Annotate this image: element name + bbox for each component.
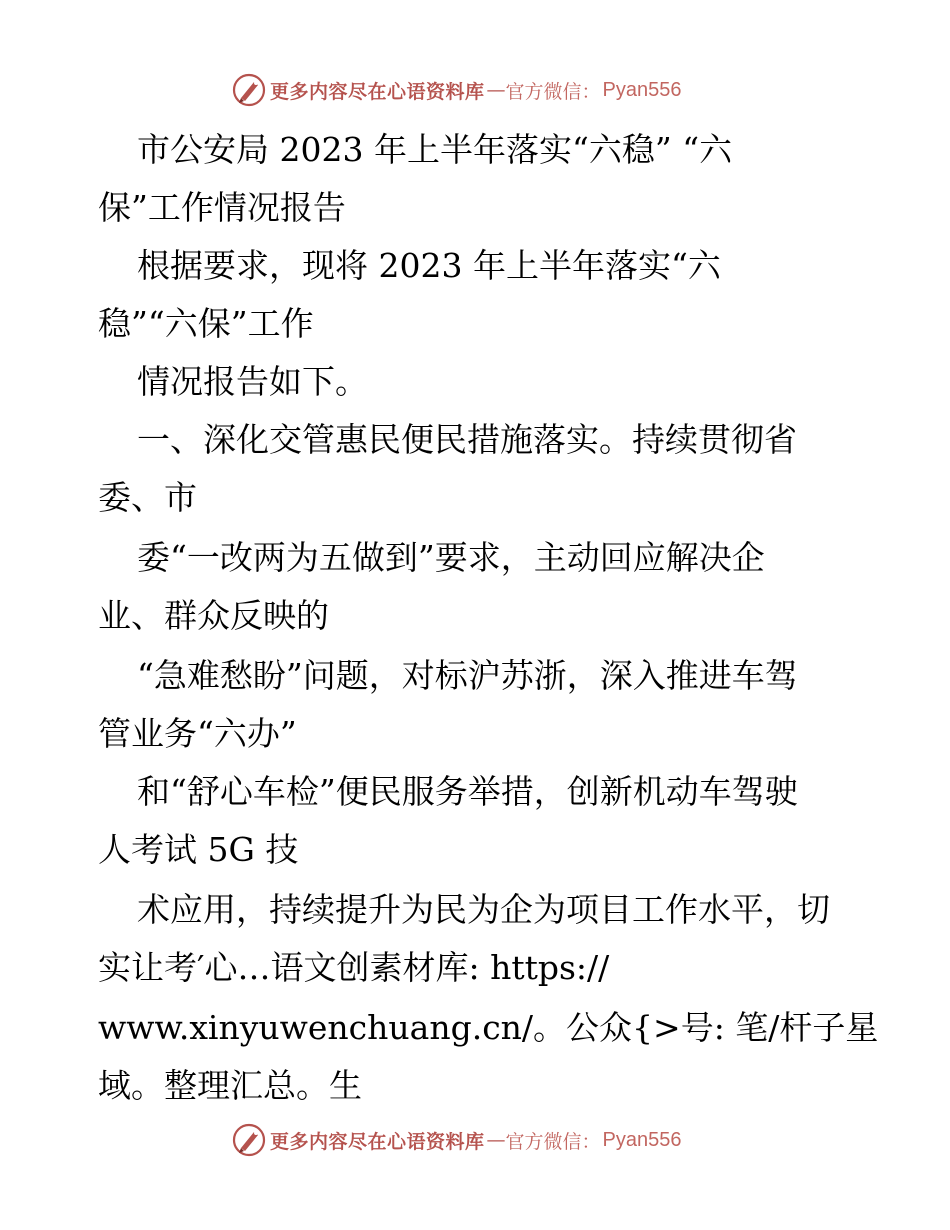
banner-wechat-label: 官方微信： [505,80,601,103]
footer-banner-title: 更多内容尽在心语资料库 [270,1130,485,1153]
body-line-17: 域。整理汇总。生 [98,1066,362,1105]
banner-separator: — [486,79,506,101]
footer-banner [232,1122,682,1158]
body-line-15: 实让考′心…语文创素材库: https:// [98,948,610,987]
body-line-3: 根据要求，现将 2023 年上半年落实“六 [137,246,721,285]
footer-banner-separator: — [486,1129,506,1151]
body-line-4: 稳”“六保”工作 [98,304,314,343]
footer-banner-wechat-id: Pyan556 [602,1128,682,1151]
body-line-13: 人考试 5G 技 [98,830,299,869]
body-line-14: 术应用，持续提升为民为企为项目工作水平，切 [137,890,830,929]
body-line-10: “急难愁盼”问题，对标沪苏浙，深入推进车驾 [137,656,798,695]
body-line-6: 一、深化交管惠民便民措施落实。持续贯彻省 [137,420,797,459]
body-line-7: 委、市 [98,478,197,517]
footer-banner-wechat-label: 官方微信： [505,1130,601,1153]
title-line-2: 保”工作情况报告 [98,188,346,227]
body-line-9: 业、群众反映的 [98,596,329,635]
body-line-12: 和“舒心车检”便民服务举措，创新机动车驾驶 [137,772,798,811]
body-line-11: 管业务“六办” [98,714,297,753]
banner-title: 更多内容尽在心语资料库 [270,80,485,103]
pen-logo-icon [232,73,266,107]
pen-logo-icon [232,1123,266,1157]
title-line-1: 市公安局 2023 年上半年落实“六稳” “六 [137,130,733,169]
body-line-16: www.xinyuwenchuang.cn/。公众{>号: 笔/杆子星 [98,1008,879,1047]
body-line-5: 情况报告如下。 [137,362,368,401]
header-banner [232,72,682,108]
banner-wechat-id: Pyan556 [602,78,682,101]
body-line-8: 委“一改两为五做到”要求，主动回应解决企 [137,538,765,577]
